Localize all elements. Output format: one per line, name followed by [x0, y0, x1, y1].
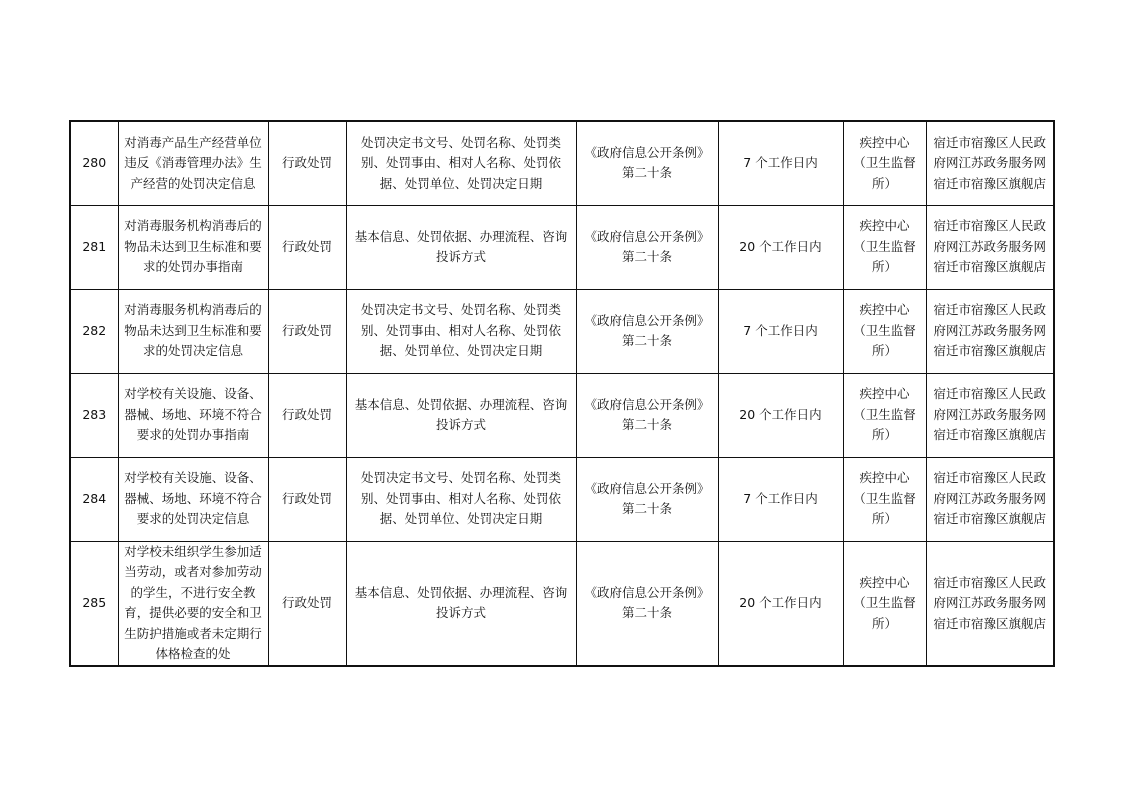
- disclosure-content: 处罚决定书文号、处罚名称、处罚类别、处罚事由、相对人名称、处罚依据、处罚单位、处罚决定日期: [346, 457, 576, 541]
- item-type: 行政处罚: [268, 289, 346, 373]
- item-type: 行政处罚: [268, 541, 346, 666]
- row-number: 282: [70, 289, 118, 373]
- responsible-agency: 疾控中心（卫生监督所）: [843, 205, 926, 289]
- item-name: 对消毒服务机构消毒后的物品未达到卫生标准和要求的处罚决定信息: [118, 289, 268, 373]
- legal-basis: 《政府信息公开条例》第二十条: [576, 373, 718, 457]
- disclosure-channel: 宿迁市宿豫区人民政府网江苏政务服务网宿迁市宿豫区旗舰店: [926, 205, 1054, 289]
- time-limit: 7 个工作日内: [718, 121, 843, 205]
- disclosure-content: 处罚决定书文号、处罚名称、处罚类别、处罚事由、相对人名称、处罚依据、处罚单位、处罚决定日期: [346, 289, 576, 373]
- item-name: 对消毒产品生产经营单位违反《消毒管理办法》生产经营的处罚决定信息: [118, 121, 268, 205]
- responsible-agency: 疾控中心（卫生监督所）: [843, 289, 926, 373]
- item-type: 行政处罚: [268, 373, 346, 457]
- legal-basis: 《政府信息公开条例》第二十条: [576, 289, 718, 373]
- time-limit: 20 个工作日内: [718, 205, 843, 289]
- table-row: [70, 373, 1054, 457]
- item-type: 行政处罚: [268, 121, 346, 205]
- disclosure-table: [69, 120, 1055, 667]
- time-limit: 20 个工作日内: [718, 541, 843, 666]
- table-row: [70, 121, 1054, 205]
- table-row: [70, 541, 1054, 666]
- legal-basis: 《政府信息公开条例》第二十条: [576, 205, 718, 289]
- table-row: [70, 205, 1054, 289]
- row-number: 283: [70, 373, 118, 457]
- item-name: 对消毒服务机构消毒后的物品未达到卫生标准和要求的处罚办事指南: [118, 205, 268, 289]
- item-name: 对学校未组织学生参加适当劳动，或者对参加劳动的学生，不进行安全教育，提供必要的安全和卫生防护措施或者未定期行体格检查的处: [118, 541, 268, 666]
- disclosure-channel: 宿迁市宿豫区人民政府网江苏政务服务网宿迁市宿豫区旗舰店: [926, 373, 1054, 457]
- disclosure-channel: 宿迁市宿豫区人民政府网江苏政务服务网宿迁市宿豫区旗舰店: [926, 541, 1054, 666]
- disclosure-content: 基本信息、处罚依据、办理流程、咨询投诉方式: [346, 205, 576, 289]
- disclosure-content: 处罚决定书文号、处罚名称、处罚类别、处罚事由、相对人名称、处罚依据、处罚单位、处罚决定日期: [346, 121, 576, 205]
- responsible-agency: 疾控中心（卫生监督所）: [843, 373, 926, 457]
- row-number: 281: [70, 205, 118, 289]
- disclosure-channel: 宿迁市宿豫区人民政府网江苏政务服务网宿迁市宿豫区旗舰店: [926, 121, 1054, 205]
- time-limit: 20 个工作日内: [718, 373, 843, 457]
- table-row: [70, 289, 1054, 373]
- legal-basis: 《政府信息公开条例》第二十条: [576, 541, 718, 666]
- table-row: [70, 457, 1054, 541]
- legal-basis: 《政府信息公开条例》第二十条: [576, 121, 718, 205]
- responsible-agency: 疾控中心（卫生监督所）: [843, 121, 926, 205]
- disclosure-channel: 宿迁市宿豫区人民政府网江苏政务服务网宿迁市宿豫区旗舰店: [926, 457, 1054, 541]
- row-number: 280: [70, 121, 118, 205]
- disclosure-channel: 宿迁市宿豫区人民政府网江苏政务服务网宿迁市宿豫区旗舰店: [926, 289, 1054, 373]
- time-limit: 7 个工作日内: [718, 289, 843, 373]
- responsible-agency: 疾控中心（卫生监督所）: [843, 541, 926, 666]
- item-type: 行政处罚: [268, 457, 346, 541]
- time-limit: 7 个工作日内: [718, 457, 843, 541]
- legal-basis: 《政府信息公开条例》第二十条: [576, 457, 718, 541]
- responsible-agency: 疾控中心（卫生监督所）: [843, 457, 926, 541]
- disclosure-content: 基本信息、处罚依据、办理流程、咨询投诉方式: [346, 541, 576, 666]
- row-number: 284: [70, 457, 118, 541]
- disclosure-content: 基本信息、处罚依据、办理流程、咨询投诉方式: [346, 373, 576, 457]
- item-name: 对学校有关设施、设备、器械、场地、环境不符合要求的处罚办事指南: [118, 373, 268, 457]
- row-number: 285: [70, 541, 118, 666]
- item-type: 行政处罚: [268, 205, 346, 289]
- item-name: 对学校有关设施、设备、器械、场地、环境不符合要求的处罚决定信息: [118, 457, 268, 541]
